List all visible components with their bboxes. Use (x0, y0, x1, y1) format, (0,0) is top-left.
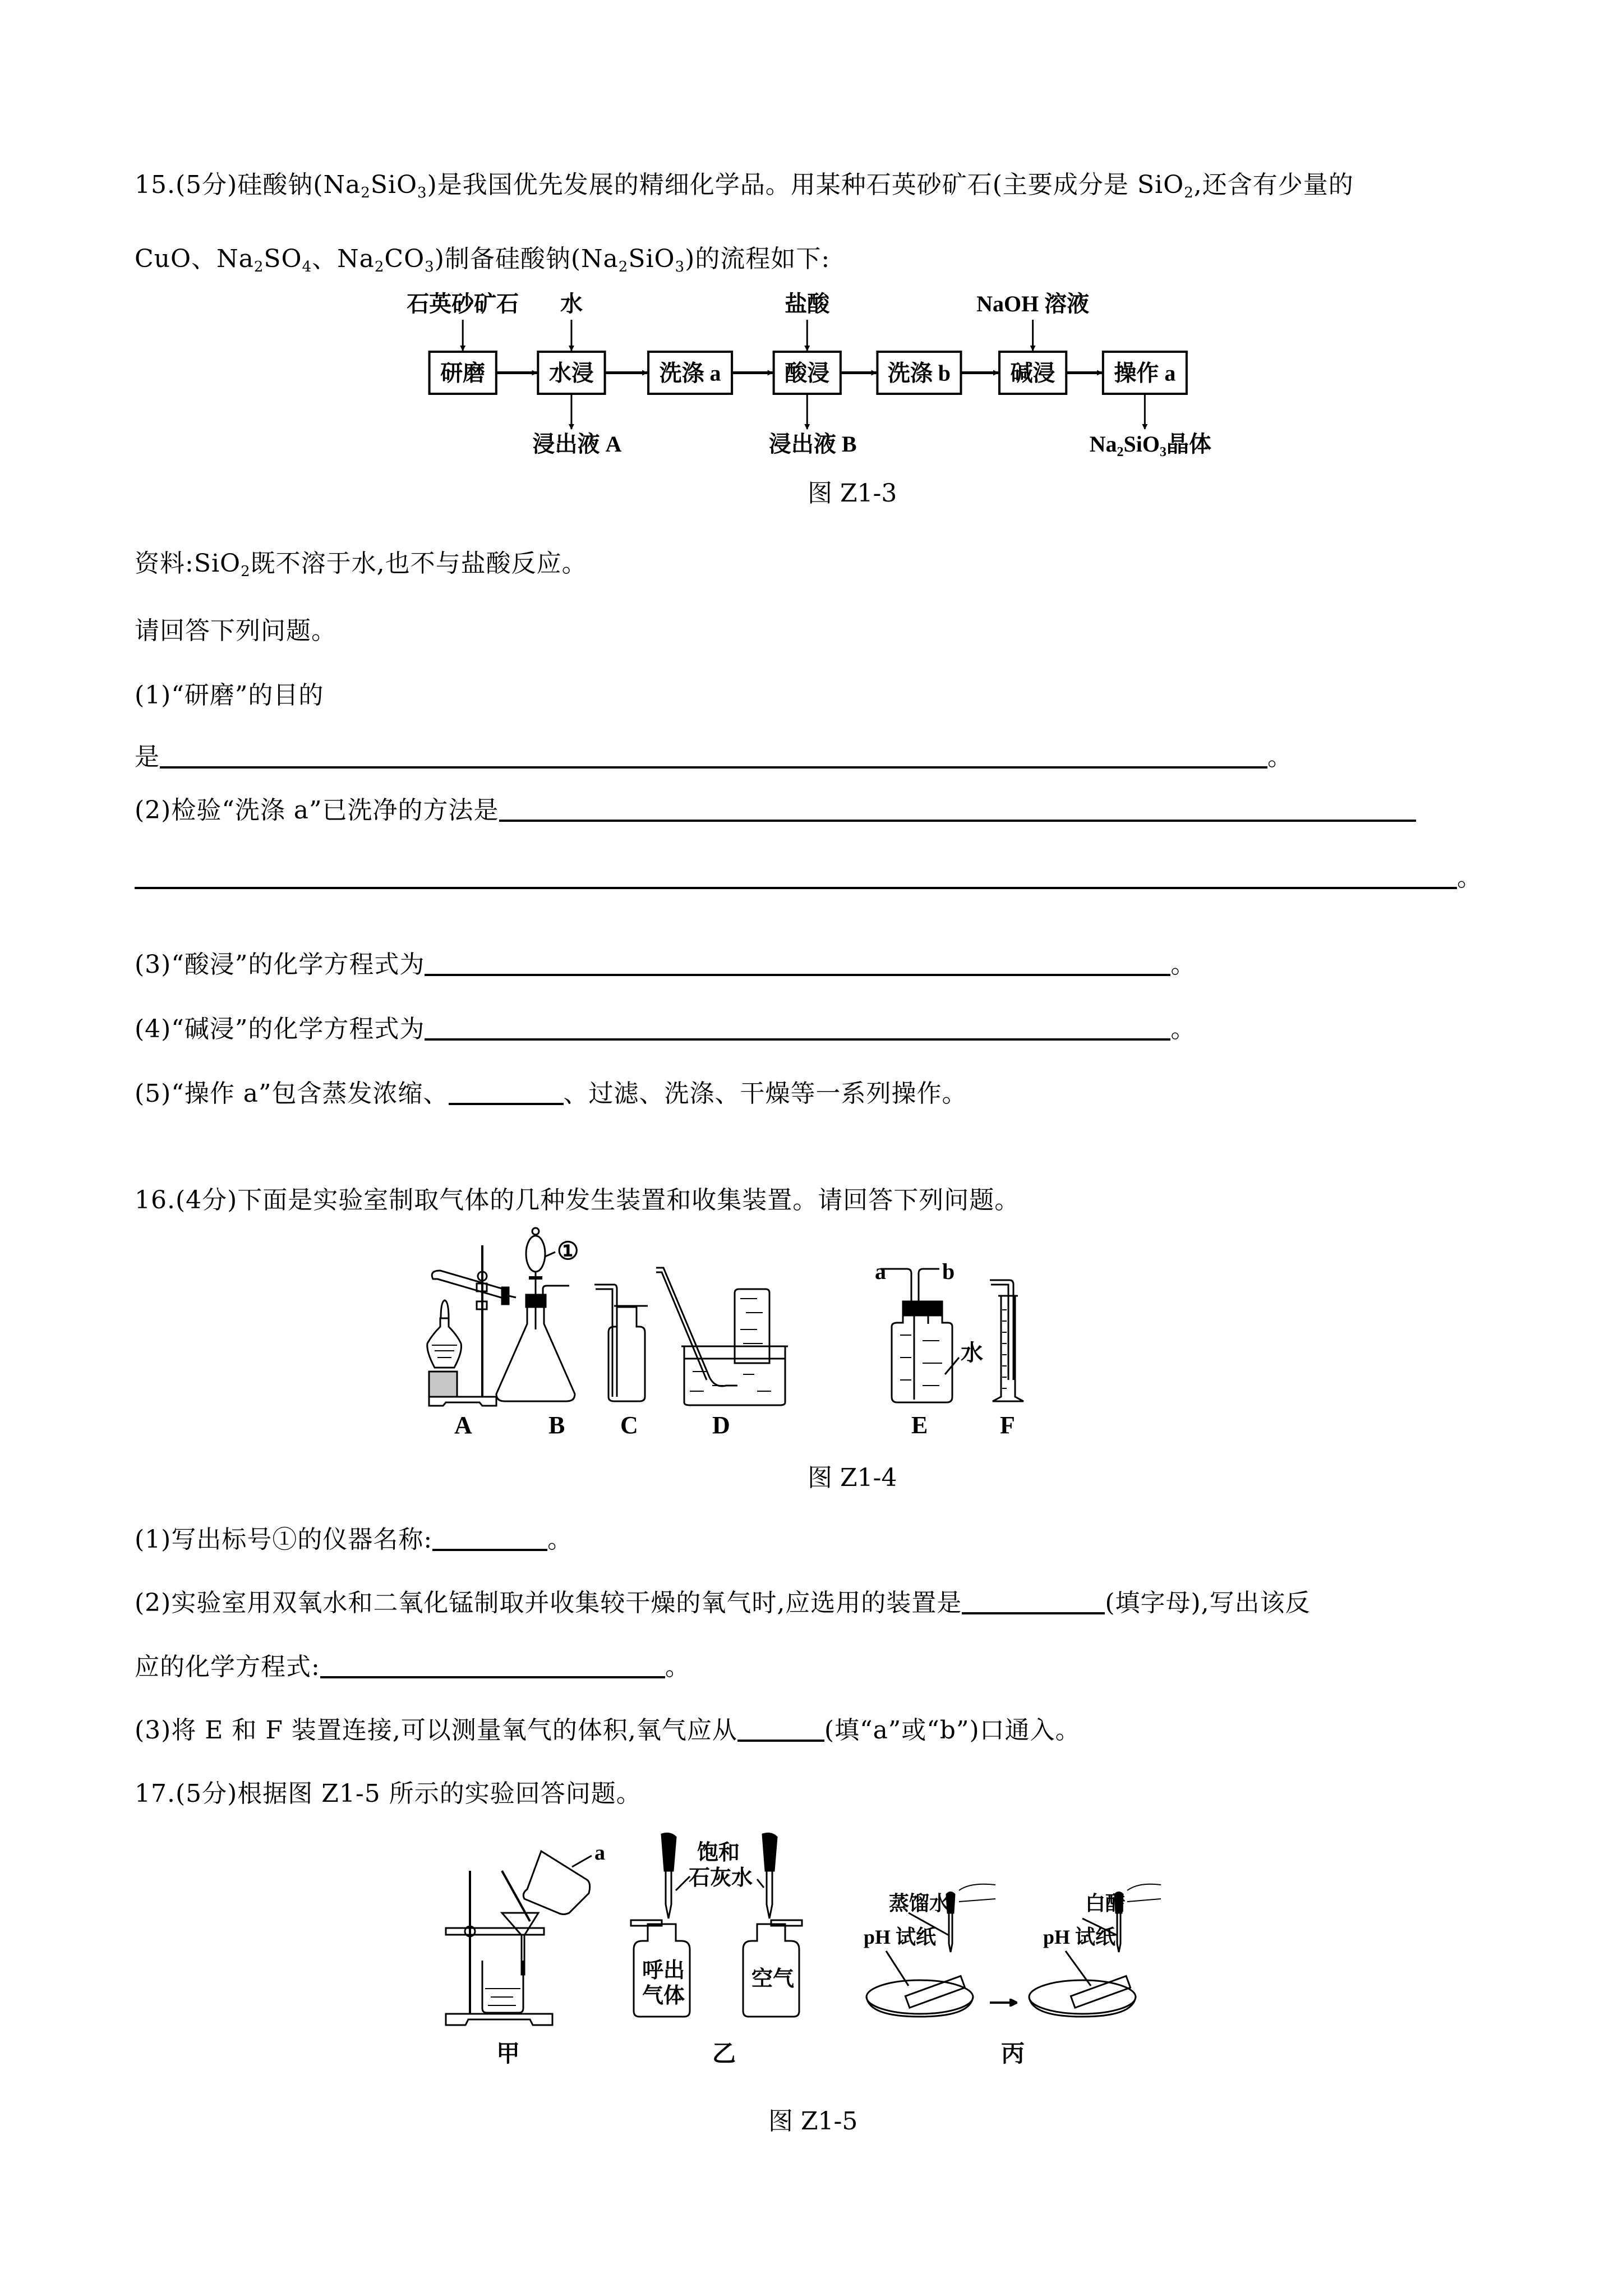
q16-text: 应的化学方程式: (135, 1653, 320, 1681)
test-tube (432, 1271, 508, 1299)
q15-text: 是 (135, 743, 160, 771)
figure-caption-z1-3: 图 Z1-3 (808, 479, 897, 508)
q15-text: 、Na (312, 245, 375, 273)
answer-blank[interactable] (425, 1014, 1170, 1041)
q16-sub1 (135, 1523, 573, 1557)
dropper-bulb (662, 1833, 676, 1871)
filtration-setup (446, 1851, 592, 2025)
subscript: 2 (618, 259, 629, 275)
label-b: B (548, 1411, 565, 1439)
subscript: 2 (1184, 185, 1194, 201)
flow-output-label: 浸出液 A (532, 431, 622, 457)
label-d: D (712, 1411, 730, 1439)
apparatus-c (594, 1285, 648, 1401)
q15-text: ,还含有少量的 (1193, 171, 1354, 199)
q15-sub2-line2 (135, 861, 1482, 895)
label-a: A (454, 1411, 472, 1439)
marker-circled-1: ① (557, 1237, 579, 1265)
tube-stopper (502, 1287, 509, 1304)
limewater-label: 石灰水 (689, 1866, 753, 1890)
q15-text: 既不溶于水,也不与盐酸反应。 (250, 549, 587, 578)
q15-text: )制备硅酸钠(Na (434, 245, 619, 273)
q15-sub3 (135, 948, 1196, 982)
watch-glass (866, 1980, 973, 2014)
air-label: 空气 (751, 1967, 795, 1991)
q16-text: (填“a”或“b”)口通入。 (824, 1716, 1081, 1745)
q15-text: 15.(5分)硅酸钠(Na (135, 171, 361, 199)
period: 。 (547, 1525, 573, 1554)
experiment-figure (421, 1823, 1206, 2104)
q16-text: (1)写出标号①的仪器名称: (135, 1525, 433, 1554)
exhaled-gas-label: 气体 (642, 1984, 685, 2008)
q16-sub3 (135, 1714, 1081, 1747)
flow-step-label: 水浸 (548, 360, 594, 386)
lamp-block (429, 1372, 457, 1397)
beaker-marker-a: a (594, 1841, 605, 1865)
white-vinegar-label: 白醋 (1085, 1892, 1126, 1915)
q15-text: SiO (628, 245, 675, 273)
wash-bottle (892, 1307, 952, 1402)
q15-sub1-line2 (135, 740, 1293, 774)
flow-step-label: 操作 a (1114, 360, 1176, 386)
q15-sub5 (135, 1077, 967, 1111)
subscript: 2 (253, 259, 264, 275)
q15-text: SiO (370, 171, 418, 199)
flow-step-label: 酸浸 (785, 360, 830, 386)
q15-sub4 (135, 1013, 1196, 1046)
period: 。 (1457, 863, 1482, 892)
limewater-label: 饱和 (697, 1841, 740, 1865)
q15-prompt: 请回答下列问题。 (135, 616, 336, 645)
subscript: 3 (425, 259, 435, 275)
subscript: 3 (675, 259, 685, 275)
apparatus-d (656, 1268, 788, 1405)
answer-blank[interactable] (135, 862, 1457, 889)
subscript: 2 (241, 563, 251, 580)
answer-blank[interactable] (432, 1524, 547, 1551)
figure-caption-z1-4: 图 Z1-4 (808, 1464, 897, 1492)
label-f: F (1000, 1411, 1015, 1439)
subscript: 4 (302, 259, 312, 275)
water-label: 水 (961, 1340, 983, 1365)
period: 。 (1170, 1015, 1196, 1043)
answer-blank[interactable] (449, 1078, 564, 1105)
q15-line2 (135, 242, 830, 276)
answer-blank[interactable] (320, 1651, 665, 1678)
q16-header: 16.(4分)下面是实验室制取气体的几种发生装置和收集装置。请回答下列问题。 (135, 1186, 1020, 1214)
figure-caption-z1-5: 图 Z1-5 (768, 2107, 858, 2136)
flow-step-label: 碱浸 (1010, 360, 1055, 386)
pouring-beaker (523, 1851, 589, 1915)
q16-text: (填字母),写出该反 (1105, 1589, 1311, 1617)
q15-text: SO (264, 245, 302, 273)
q16-text: (3)将 E 和 F 装置连接,可以测量氧气的体积,氧气应从 (135, 1716, 737, 1745)
inverted-bottle (735, 1289, 769, 1363)
ph-paper-label: pH 试纸 (864, 1926, 937, 1948)
apparatus-figure (421, 1223, 1234, 1458)
flow-step-label: 洗涤 a (659, 360, 721, 386)
stand-base (446, 2014, 552, 2025)
flow-output-label: Na₂SiO₃晶体 (1089, 431, 1212, 457)
q15-line1 (135, 168, 1354, 202)
q15-text: 资料:SiO (135, 549, 241, 578)
q15-text: )的流程如下: (685, 245, 831, 273)
answer-blank[interactable] (160, 742, 1267, 769)
answer-blank[interactable] (499, 795, 1416, 822)
q15-text: (3)“酸浸”的化学方程式为 (135, 950, 425, 979)
q15-sub1-line1: (1)“研磨”的目的 (135, 681, 324, 710)
subscript: 2 (374, 259, 385, 275)
hand (959, 1884, 995, 1890)
lamp-flame (441, 1300, 449, 1318)
flow-input-label: 盐酸 (785, 291, 830, 316)
q16-sub2-line2 (135, 1650, 690, 1684)
apparatus-f (990, 1280, 1023, 1401)
flow-step-label: 洗涤 b (887, 360, 951, 386)
label-yi: 乙 (712, 2041, 736, 2067)
period: 。 (1170, 950, 1196, 979)
alcohol-lamp (427, 1318, 462, 1368)
apparatus-e (880, 1269, 959, 1402)
funnel (502, 1913, 538, 1975)
flow-input-label: NaOH 溶液 (976, 291, 1090, 316)
flow-output-label: 浸出液 B (768, 431, 857, 457)
q15-text: 、过滤、洗涤、干燥等一系列操作。 (563, 1079, 967, 1108)
flow-input-label: 水 (560, 291, 583, 316)
stand-base (429, 1397, 496, 1406)
ph-paper-label: pH 试纸 (1043, 1926, 1116, 1948)
label-jia: 甲 (496, 2041, 520, 2067)
gas-bottle (608, 1307, 645, 1401)
dropper-tube (666, 1871, 671, 1918)
label-e: E (911, 1411, 928, 1439)
exhaled-gas-label: 呼出 (642, 1959, 685, 1982)
separatory-funnel (526, 1236, 545, 1272)
q15-note (135, 547, 587, 581)
flow-chart (393, 280, 1262, 471)
q15-sub2-line1 (135, 794, 1416, 827)
answer-blank[interactable] (737, 1715, 824, 1742)
q16-sub2-line1 (135, 1586, 1311, 1620)
port-a-label: a (875, 1259, 886, 1284)
port-b-label: b (942, 1259, 955, 1284)
answer-blank[interactable] (425, 949, 1170, 976)
subscript: 2 (361, 185, 371, 201)
q17-header: 17.(5分)根据图 Z1-5 所示的实验回答问题。 (135, 1779, 642, 1808)
q15-text: (5)“操作 a”包含蒸发浓缩、 (135, 1079, 449, 1108)
flow-step-label: 研磨 (440, 360, 486, 386)
answer-blank[interactable] (962, 1588, 1105, 1614)
bottle-stopper (903, 1301, 942, 1315)
flow-input-label: 石英砂矿石 (407, 291, 519, 316)
q15-text: )是我国优先发展的精细化学品。用某种石英砂矿石(主要成分是 SiO (427, 171, 1184, 199)
q16-text: (2)实验室用双氧水和二氧化锰制取并收集较干燥的氧气时,应选用的装置是 (135, 1589, 962, 1617)
period: 。 (1267, 743, 1293, 771)
q15-text: (4)“碱浸”的化学方程式为 (135, 1015, 425, 1043)
label-bing: 丙 (1001, 2041, 1025, 2067)
label-c: C (620, 1411, 638, 1439)
subscript: 3 (417, 185, 427, 201)
q15-text: (2)检验“洗涤 a”已洗净的方法是 (135, 796, 499, 825)
q15-text: CuO、Na (135, 245, 254, 273)
distilled-water-label: 蒸馏水 (889, 1892, 950, 1915)
q15-text: CO (384, 245, 425, 273)
period: 。 (665, 1653, 690, 1681)
